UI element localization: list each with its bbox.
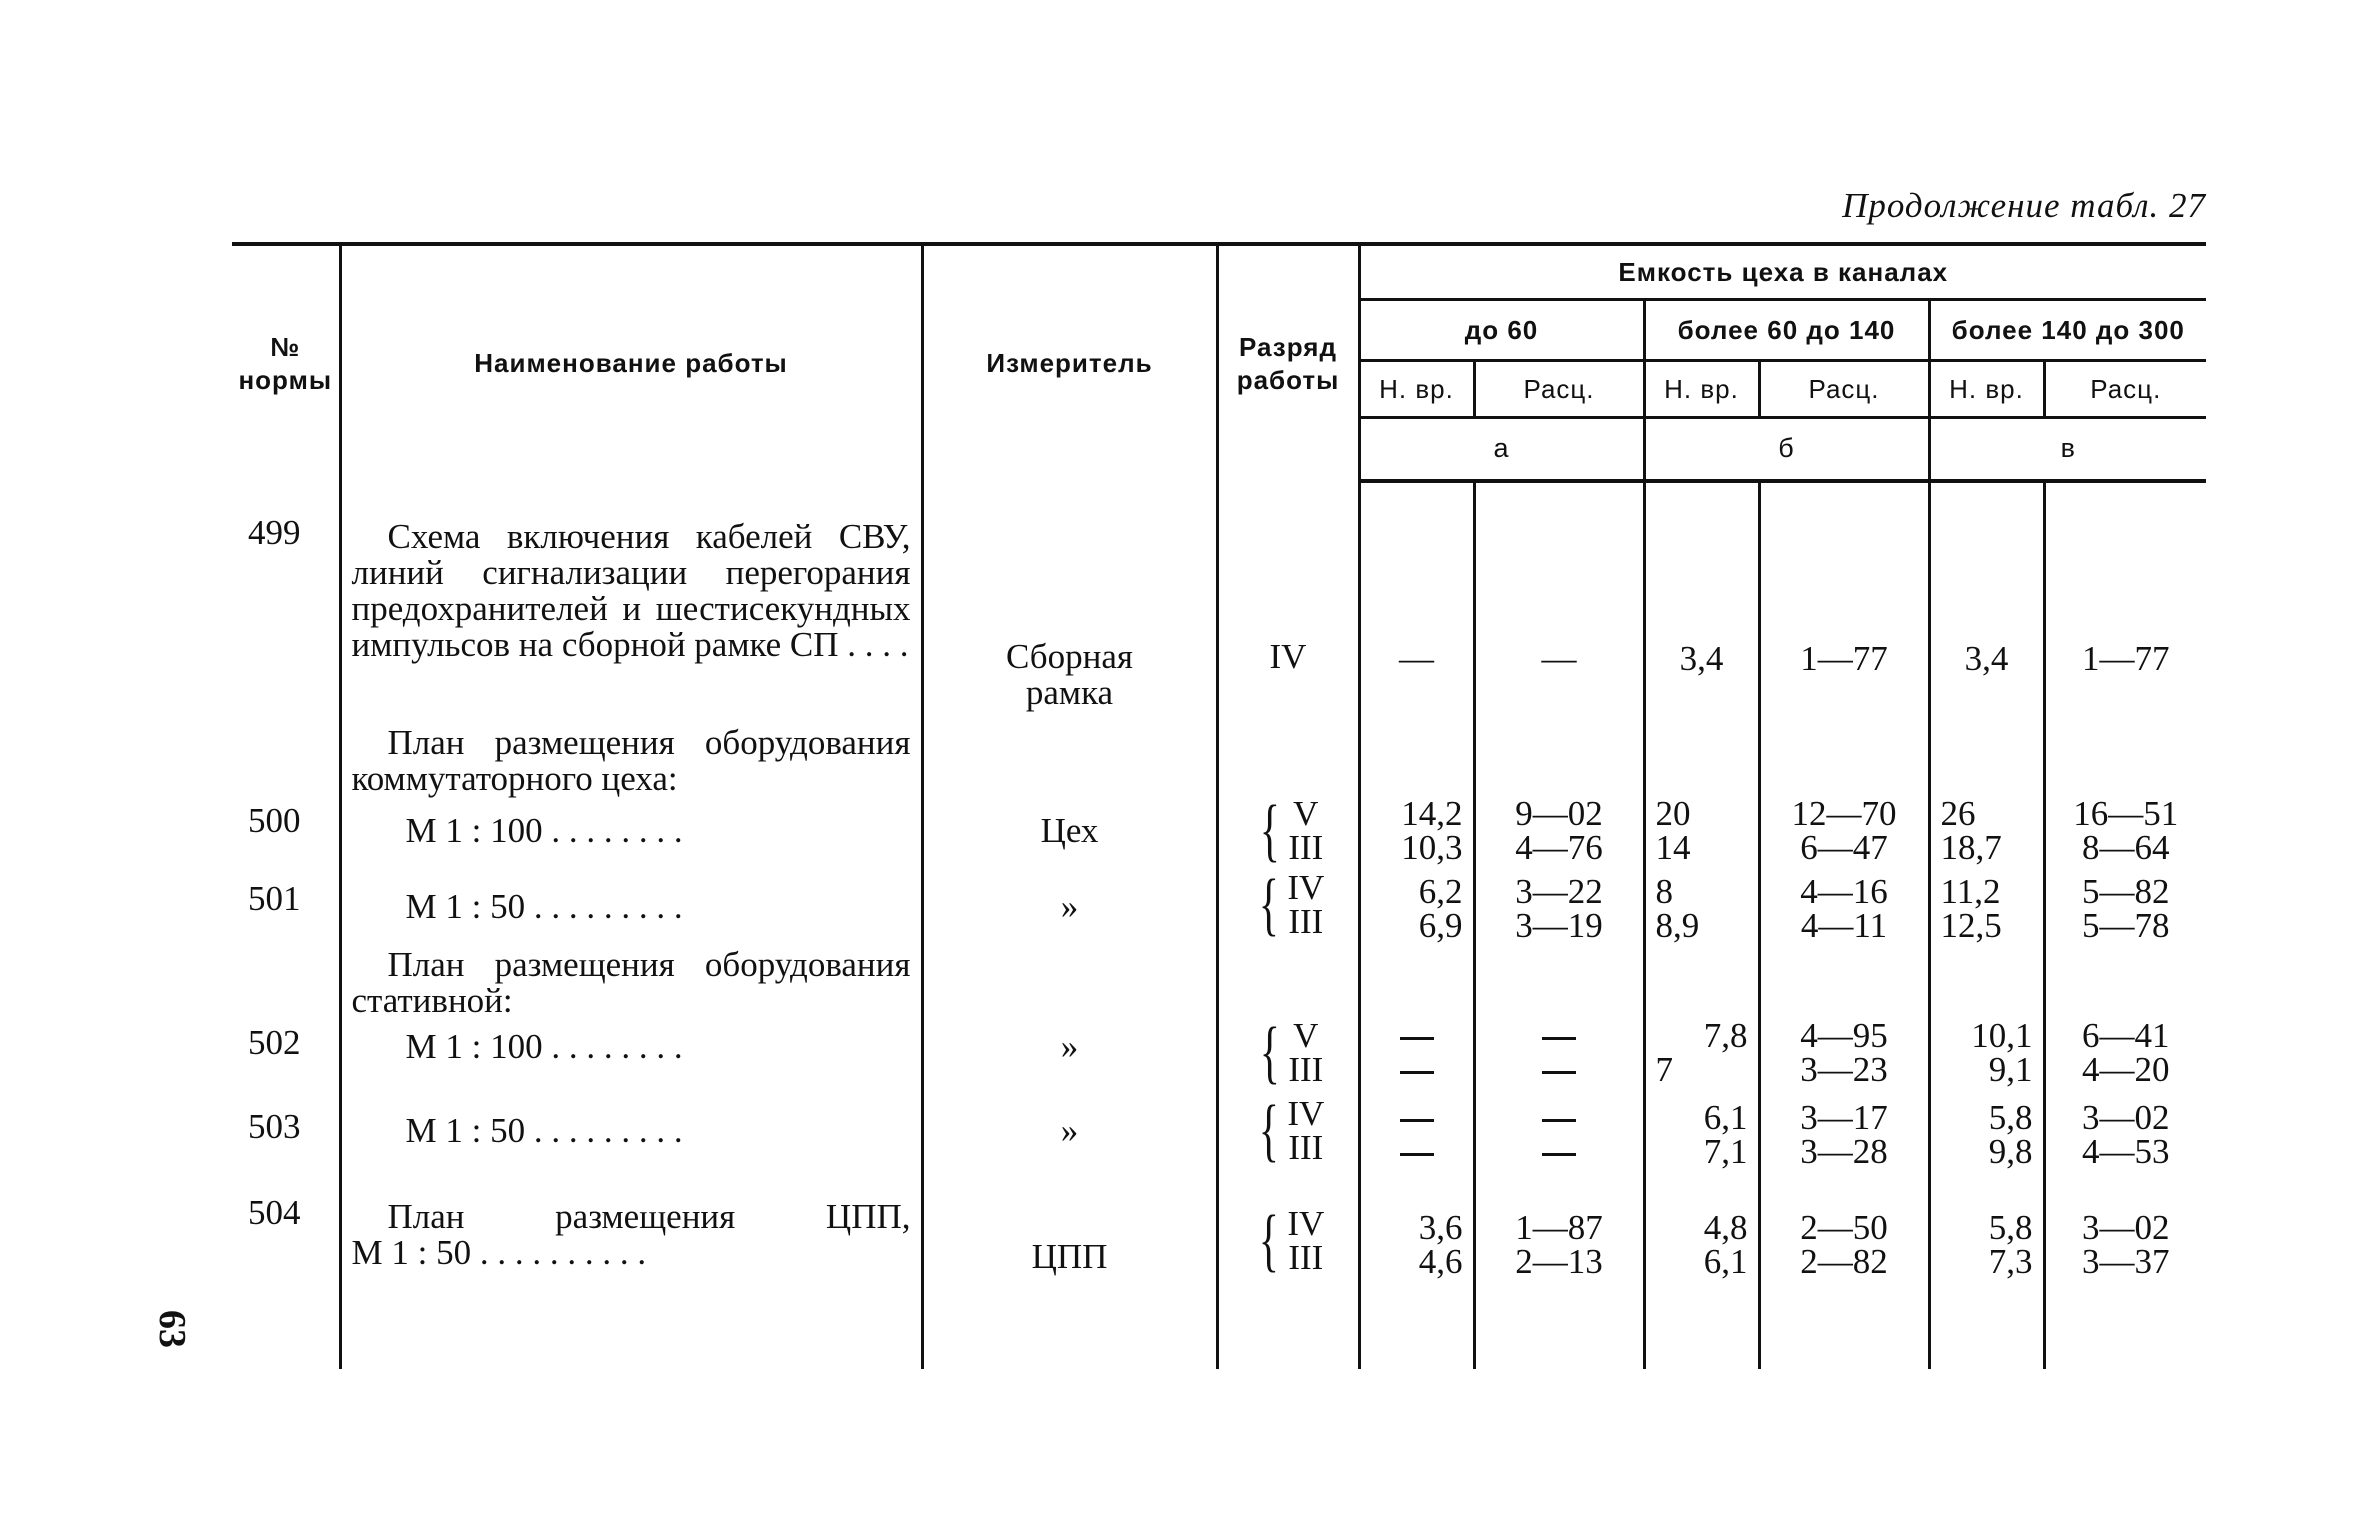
value-b-nvr: 6,1 (1703, 1242, 1748, 1281)
value-b-rasc: 3—17 (1800, 1098, 1888, 1137)
norm-number: 504 (248, 1193, 301, 1232)
value-c-rasc: 6—41 (2082, 1016, 2170, 1055)
value-c-nvr: 11,2 (1940, 872, 2001, 911)
norm-number: 501 (248, 879, 301, 918)
brace-icon: { (1259, 792, 1280, 869)
value-b-nvr: 6,1 (1703, 1098, 1748, 1137)
leader-dots: . . . . . . . . . . (479, 1233, 647, 1272)
value-b-nvr: 7,1 (1703, 1132, 1748, 1171)
header-range-a: до 60 (1359, 300, 1644, 361)
header-name: Наименование работы (340, 244, 922, 481)
rank: V (1293, 794, 1319, 833)
header-letter-b: б (1644, 418, 1929, 482)
value-b-nvr: 14 (1655, 828, 1691, 867)
value-c-nvr: 26 (1940, 794, 1976, 833)
header-letter-a: а (1359, 418, 1644, 482)
measure-unit: » (1060, 887, 1079, 926)
header-letter-c: в (1929, 418, 2206, 482)
measure-unit: » (1060, 1111, 1079, 1150)
rank: III (1288, 1128, 1324, 1167)
rank: IV (1269, 637, 1307, 676)
dash-mark (1371, 1019, 1463, 1053)
value-a-rasc: 2—13 (1515, 1242, 1603, 1281)
group-heading: План размещения оборудования стативной: (351, 945, 911, 1020)
header-rasc-b: Расц. (1759, 361, 1929, 418)
value-a-rasc: 4—76 (1515, 828, 1603, 867)
brace-icon: { (1258, 866, 1279, 943)
table-row (232, 1019, 2206, 1087)
table-caption: Продолжение табл. 27 (1842, 186, 2206, 225)
scale-label: М 1 : 100 (405, 1027, 543, 1066)
dash-mark (1486, 1101, 1633, 1135)
value-b-nvr: 7 (1655, 1050, 1673, 1089)
value-b-rasc: 3—28 (1800, 1132, 1888, 1171)
dash-mark (1486, 1135, 1633, 1169)
value-a-rasc: — (1541, 639, 1577, 678)
leader-dots: . . . . . . . . (551, 1027, 683, 1066)
group-heading: План размещения оборудования коммутаторного цеха: (351, 723, 911, 798)
rank-pair (1253, 1014, 1324, 1091)
leader-dots: . . . . . . . . (551, 811, 683, 850)
header-range-b: более 60 до 140 (1644, 300, 1929, 361)
value-c-rasc: 16—51 (2073, 794, 2179, 833)
value-a-nvr: 6,2 (1418, 872, 1463, 911)
scale-label: М 1 : 50 (351, 1233, 472, 1272)
value-b-rasc: 6—47 (1800, 828, 1888, 867)
header-rasc-c: Расц. (2044, 361, 2206, 418)
norms-table (232, 242, 2206, 1369)
rank: IV (1287, 1204, 1325, 1243)
value-a-rasc: 3—22 (1515, 872, 1603, 911)
scale-label: М 1 : 100 (405, 811, 543, 850)
brace-icon: { (1259, 1014, 1280, 1091)
norm-number: 500 (248, 801, 301, 840)
value-c-rasc: 5—82 (2082, 872, 2170, 911)
measure-unit: Сборная рамка (1006, 637, 1133, 712)
value-c-rasc: 3—02 (2082, 1208, 2170, 1247)
table-row (232, 711, 2206, 797)
value-a-nvr: — (1399, 639, 1434, 678)
header-nvr-c: Н. вр. (1929, 361, 2044, 418)
rank-pair (1252, 866, 1325, 943)
table-row (232, 1087, 2206, 1169)
work-name: Схема включения кабелей СВУ, линий сигнализации перегорания предохранителей и шестисекундных импульсов на сборной рамке СП . . . . (351, 517, 911, 664)
rank-pair (1252, 1092, 1325, 1169)
value-a-nvr: 4,6 (1418, 1242, 1463, 1281)
value-a-rasc: 9—02 (1515, 794, 1603, 833)
value-c-rasc: 3—02 (2082, 1098, 2170, 1137)
measure-unit: » (1060, 1027, 1079, 1066)
scale-label: М 1 : 50 (405, 1111, 526, 1150)
dash-mark (1371, 1101, 1463, 1135)
value-c-nvr: 10,1 (1971, 1016, 2033, 1055)
value-c-rasc: 3—37 (2082, 1242, 2170, 1281)
value-c-nvr: 9,8 (1988, 1132, 2033, 1171)
value-a-nvr: 3,6 (1418, 1208, 1463, 1247)
leader-dots: . . . . . . . . . (533, 1111, 683, 1150)
rank-pair (1253, 792, 1324, 869)
value-c-rasc: 8—64 (2082, 828, 2170, 867)
value-b-rasc: 4—95 (1800, 1016, 1888, 1055)
value-b-nvr: 8,9 (1655, 906, 1700, 945)
header-rasc-a: Расц. (1474, 361, 1644, 418)
value-a-rasc: 1—87 (1515, 1208, 1603, 1247)
dash-mark (1486, 1019, 1633, 1053)
value-c-nvr: 18,7 (1940, 828, 2002, 867)
value-c-rasc: 1—77 (2082, 639, 2170, 678)
value-c-nvr: 12,5 (1940, 906, 2002, 945)
value-b-nvr: 8 (1655, 872, 1673, 911)
value-a-nvr: 10,3 (1401, 828, 1463, 867)
header-num: № нормы (232, 244, 340, 481)
value-c-nvr: 7,3 (1988, 1242, 2033, 1281)
dash-mark (1371, 1053, 1463, 1087)
value-c-nvr: 5,8 (1988, 1208, 2033, 1247)
value-c-rasc: 5—78 (2082, 906, 2170, 945)
value-a-nvr: 14,2 (1401, 794, 1463, 833)
value-c-nvr: 5,8 (1988, 1098, 2033, 1137)
table-row (232, 1169, 2206, 1369)
measure-unit: Цех (1040, 811, 1099, 850)
value-b-nvr: 3,4 (1679, 639, 1724, 678)
value-c-nvr: 9,1 (1988, 1050, 2033, 1089)
leader-dots: . . . . . . . . . (533, 887, 683, 926)
table-row (232, 943, 2206, 1019)
header-measure: Измеритель (922, 244, 1217, 481)
table-row (232, 797, 2206, 865)
dash-mark (1486, 1053, 1633, 1087)
rank: IV (1287, 1094, 1325, 1133)
value-b-rasc: 2—50 (1800, 1208, 1888, 1247)
value-b-rasc: 4—16 (1800, 872, 1888, 911)
value-c-rasc: 4—53 (2082, 1132, 2170, 1171)
rank: III (1288, 902, 1324, 941)
value-b-rasc: 3—23 (1800, 1050, 1888, 1089)
header-nvr-b: Н. вр. (1644, 361, 1759, 418)
rank-pair (1252, 1202, 1325, 1279)
header-rank: Разряд работы (1217, 244, 1359, 481)
value-c-nvr: 3,4 (1964, 639, 2009, 678)
rank: IV (1287, 868, 1325, 907)
scale-label: М 1 : 50 (405, 887, 526, 926)
value-b-nvr: 4,8 (1703, 1208, 1748, 1247)
value-b-rasc: 2—82 (1800, 1242, 1888, 1281)
value-b-rasc: 1—77 (1800, 639, 1888, 678)
work-name: План размещения ЦПП, (387, 1197, 911, 1236)
table-row (232, 481, 2206, 711)
brace-icon: { (1258, 1092, 1279, 1169)
brace-icon: { (1258, 1202, 1279, 1279)
rank: V (1293, 1016, 1319, 1055)
rank: III (1288, 1050, 1324, 1089)
page-number: 63 (151, 1310, 193, 1348)
measure-unit: ЦПП (1031, 1237, 1108, 1276)
value-b-nvr: 7,8 (1703, 1016, 1748, 1055)
norm-number: 503 (248, 1107, 301, 1146)
rank: III (1288, 828, 1324, 867)
header-capacity: Емкость цеха в каналах (1359, 244, 2206, 300)
table-row (232, 865, 2206, 943)
value-b-rasc: 12—70 (1791, 794, 1897, 833)
value-a-nvr: 6,9 (1418, 906, 1463, 945)
header-range-c: более 140 до 300 (1929, 300, 2206, 361)
norm-number: 499 (248, 513, 301, 552)
value-b-rasc: 4—11 (1800, 906, 1888, 945)
value-b-nvr: 20 (1655, 794, 1691, 833)
rank: III (1288, 1238, 1324, 1277)
dash-mark (1371, 1135, 1463, 1169)
header-nvr-a: Н. вр. (1359, 361, 1474, 418)
value-a-rasc: 3—19 (1515, 906, 1603, 945)
value-c-rasc: 4—20 (2082, 1050, 2170, 1089)
norm-number: 502 (248, 1023, 301, 1062)
